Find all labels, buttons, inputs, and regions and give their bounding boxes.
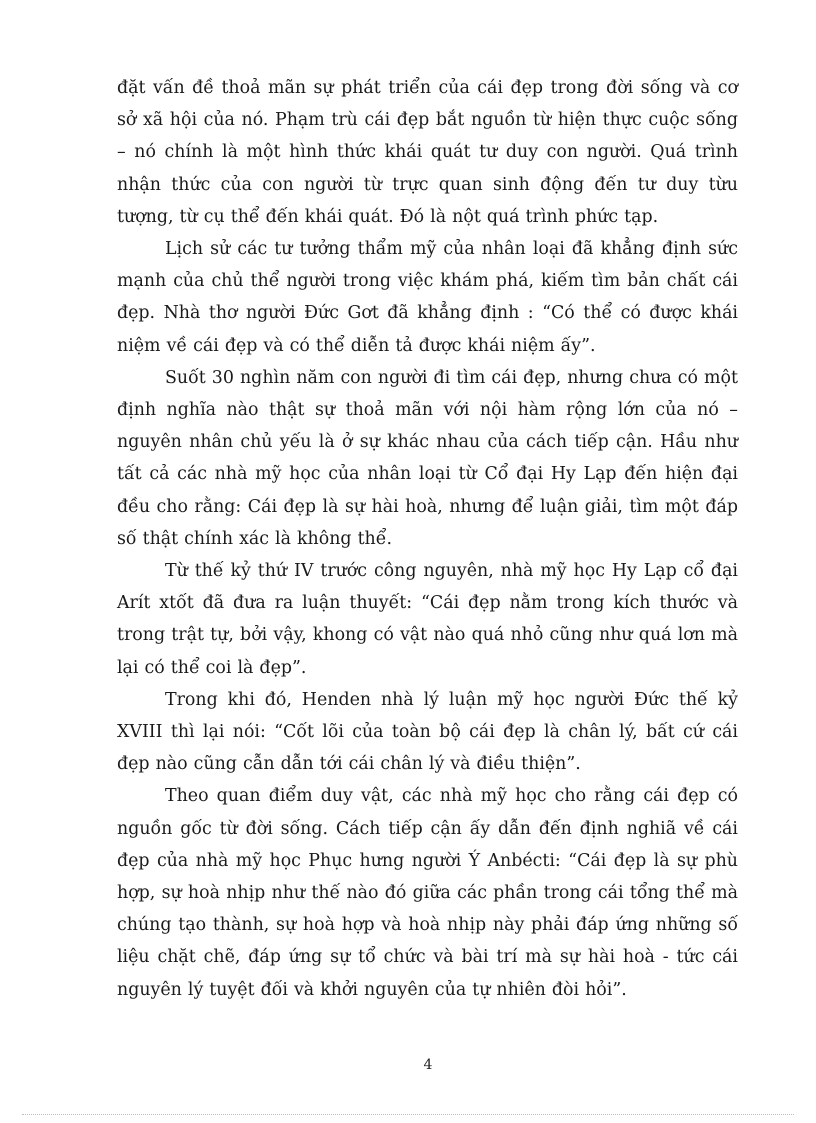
paragraph-3: Suốt 30 nghìn năm con người đi tìm cái đẹp, nhưng chưa có một định nghĩa nào thật sự thoả mãn với nội hàm rộng lớn của nó – nguyên nhân chủ yếu là ở sự khác nhau của cách tiếp cận. Hầu như tất cả các nhà mỹ học của nhân loại từ Cổ đại Hy Lạp đến hiện đại đều cho rằng: Cái đẹp là sự hài hoà, nhưng để luận giải, tìm một đáp số thật chính xác là không thể. — [117, 367, 738, 549]
page-number: 4 — [423, 1057, 433, 1073]
footer-divider — [22, 1114, 794, 1115]
paragraph-2: Lịch sử các tư tưởng thẩm mỹ của nhân loại đã khẳng định sức mạnh của chủ thể người trong việc khám phá, kiếm tìm bản chất cái đẹp. Nhà thơ người Đức Gơt đã khẳng định : “Có thể có được khái niệm về cái đẹp và có thể diễn tả được khái niệm ấy”. — [117, 239, 738, 356]
paragraph-4: Từ thế kỷ thứ IV trước công nguyên, nhà mỹ học Hy Lạp cổ đại Arít xtốt đã đưa ra luận thuyết: “Cái đẹp nằm trong kích thước và trong trật tự, bởi vậy, khong có vật nào quá nhỏ cũng như quá lơn mà lại có thể coi là đẹp”. — [117, 561, 738, 678]
paragraph-6: Theo quan điểm duy vật, các nhà mỹ học cho rằng cái đẹp có nguồn gốc từ đời sống. Cách tiếp cận ấy dẫn đến định nghiã về cái đẹp của nhà mỹ học Phục hưng người Ý Anbécti: “Cái đẹp là sự phù hợp, sự hoà nhịp như thế nào đó giữa các phần trong cái tổng thể mà chúng tạo thành, sự hoà hợp và hoà nhịp này phải đáp ứng những số liệu chặt chẽ, đáp ứng sự tổ chức và bài trí mà sự hài hoà - tức cái nguyên lý tuyệt đối và khởi nguyên của tự nhiên đòi hỏi”. — [117, 786, 738, 1000]
paragraph-5: Trong khi đó, Henden nhà lý luận mỹ học người Đức thế kỷ XVIII thì lại nói: “Cốt lõi của toàn bộ cái đẹp là chân lý, bất cứ cái đẹp nào cũng cẫn dẫn tới cái chân lý và điều thiện”. — [117, 689, 738, 775]
document-body — [117, 72, 738, 1006]
paragraph-1: đặt vấn đề thoả mãn sự phát triển của cái đẹp trong đời sống và cơ sở xã hội của nó. Phạm trù cái đẹp bắt nguồn từ hiện thực cuộc sống – nó chính là một hình thức khái quát tư duy con người. Quá trình nhận thức của con người từ trực quan sinh động đến tư duy từu tượng, từ cụ thể đến khái quát. Đó là nột quá trình phức tạp. — [117, 78, 738, 227]
